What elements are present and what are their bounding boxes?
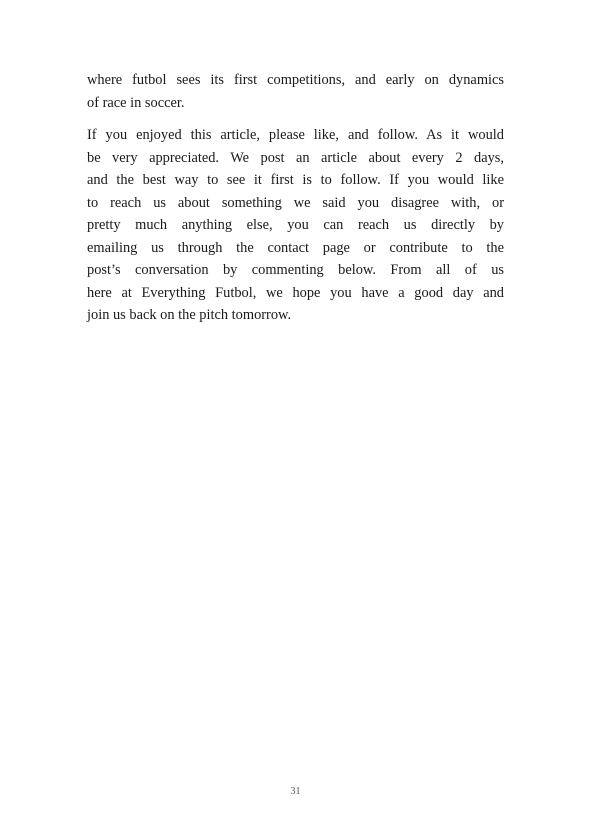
paragraph-closing xyxy=(87,124,504,327)
text-line: of race in soccer. xyxy=(87,94,185,111)
text-line: and the best way to see it first is to follow. If you would like xyxy=(87,172,504,188)
text-line: post’s conversation by commenting below. From all of us xyxy=(87,262,504,278)
text-line: to reach us about something we said you disagree with, or xyxy=(87,194,504,211)
text-line: be very appreciated. We post an article about every 2 days, xyxy=(87,149,504,166)
page-number: 31 xyxy=(290,786,301,797)
text-line: If you enjoyed this article, please like, and follow. As it would xyxy=(87,127,504,143)
text-line: emailing us through the contact page or contribute to the xyxy=(87,239,504,256)
text-line: where futbol sees its first competitions, and early on dynamics xyxy=(87,72,504,88)
text-line: here at Everything Futbol, we hope you have a good day and xyxy=(87,284,504,301)
body-text xyxy=(87,69,504,337)
text-line: pretty much anything else, you can reach us directly by xyxy=(87,217,504,233)
text-line: join us back on the pitch tomorrow. xyxy=(87,307,292,323)
paragraph-continuation xyxy=(87,69,504,114)
